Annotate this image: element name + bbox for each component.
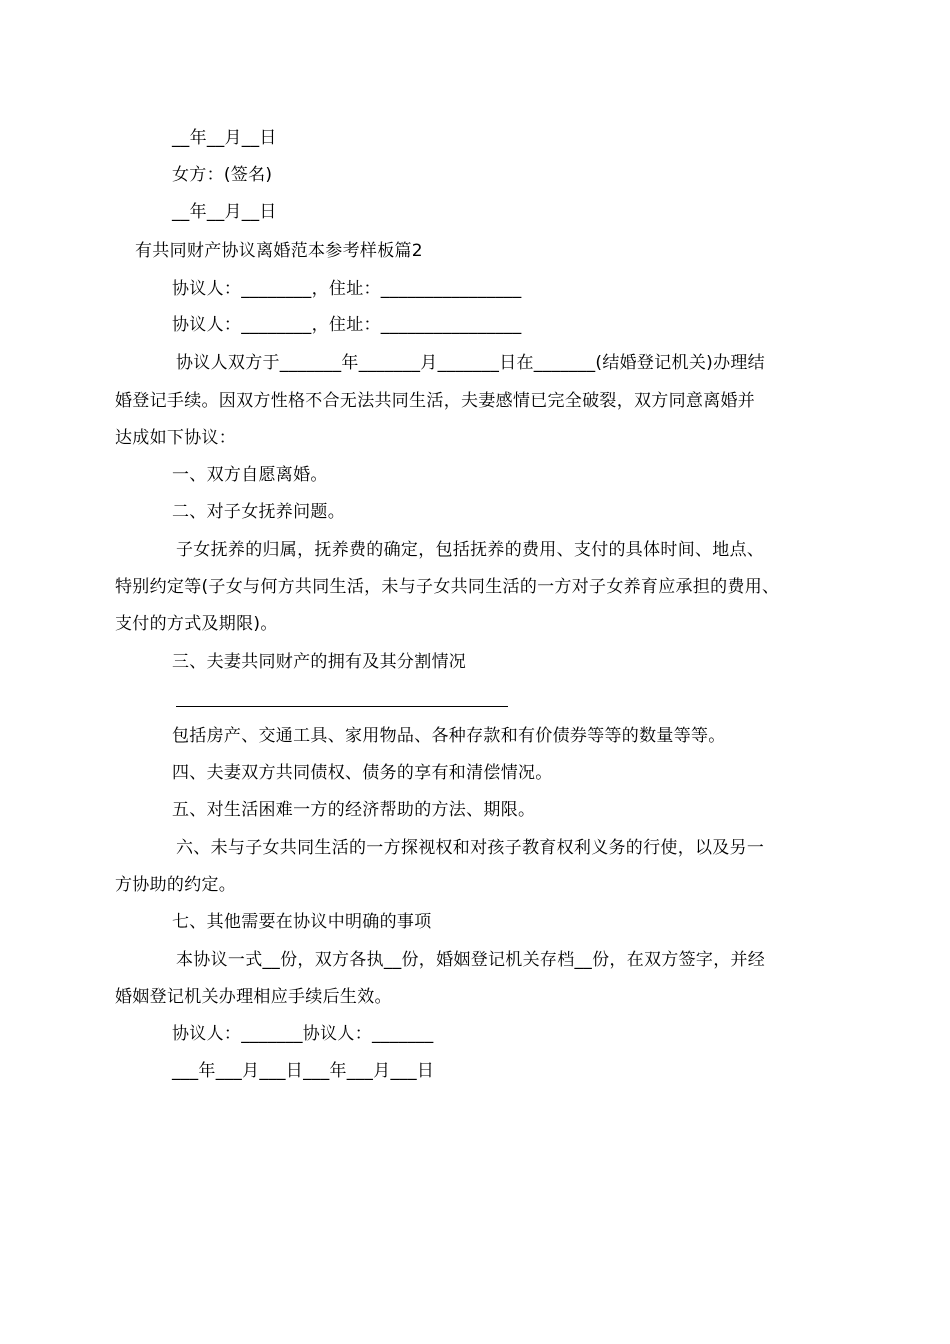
clause-line: 一、双方自愿离婚。 [172, 465, 328, 485]
paragraph-line: 婚登记手续。因双方性格不合无法共同生活，夫妻感情已完全破裂，双方同意离婚并 [115, 391, 756, 411]
female-signature-line: 女方：(签名) [172, 165, 273, 185]
clause-line: 七、其他需要在协议中明确的事项 [172, 912, 432, 932]
paragraph-line: 协议人双方于_______年_______月_______日在_______(结婚登记机关)办理结 [176, 353, 765, 373]
paragraph-line: 子女抚养的归属，抚养费的确定，包括抚养的费用、支付的具体时间、地点、 [176, 540, 765, 560]
clause-line: 三、夫妻共同财产的拥有及其分割情况 [172, 652, 467, 672]
paragraph-line: 支付的方式及期限)。 [115, 614, 278, 634]
party-address-line: 协议人：________，住址：________________ [172, 279, 522, 299]
signature-line: 协议人：_______协议人：_______ [172, 1024, 434, 1044]
paragraph-line: 婚姻登记机关办理相应手续后生效。 [115, 987, 392, 1007]
paragraph-line: 六、未与子女共同生活的一方探视权和对孩子教育权利义务的行使，以及另一 [176, 838, 765, 858]
paragraph-line: 达成如下协议： [115, 428, 237, 448]
paragraph-line: 特别约定等(子女与何方共同生活，未与子女共同生活的一方对子女养育应承担的费用、 [115, 577, 780, 597]
paragraph-line: 方协助的约定。 [115, 875, 237, 895]
date-blank-line: ___年___月___日___年___月___日 [172, 1061, 435, 1081]
clause-line: 五、对生活困难一方的经济帮助的方法、期限。 [172, 800, 536, 820]
date-blank-line: __年__月__日 [172, 128, 277, 148]
party-address-line: 协议人：________，住址：________________ [172, 315, 522, 335]
date-blank-line: __年__月__日 [172, 202, 277, 222]
clause-line: 四、夫妻双方共同债权、债务的享有和清偿情况。 [172, 763, 553, 783]
section-heading: 有共同财产协议离婚范本参考样板篇2 [135, 241, 423, 261]
paragraph-line: 包括房产、交通工具、家用物品、各种存款和有价债券等等的数量等等。 [172, 726, 726, 746]
blank-rule [176, 706, 508, 707]
paragraph-line: 本协议一式__份，双方各执__份，婚姻登记机关存档__份，在双方签字，并经 [176, 950, 766, 970]
clause-line: 二、对子女抚养问题。 [172, 502, 345, 522]
